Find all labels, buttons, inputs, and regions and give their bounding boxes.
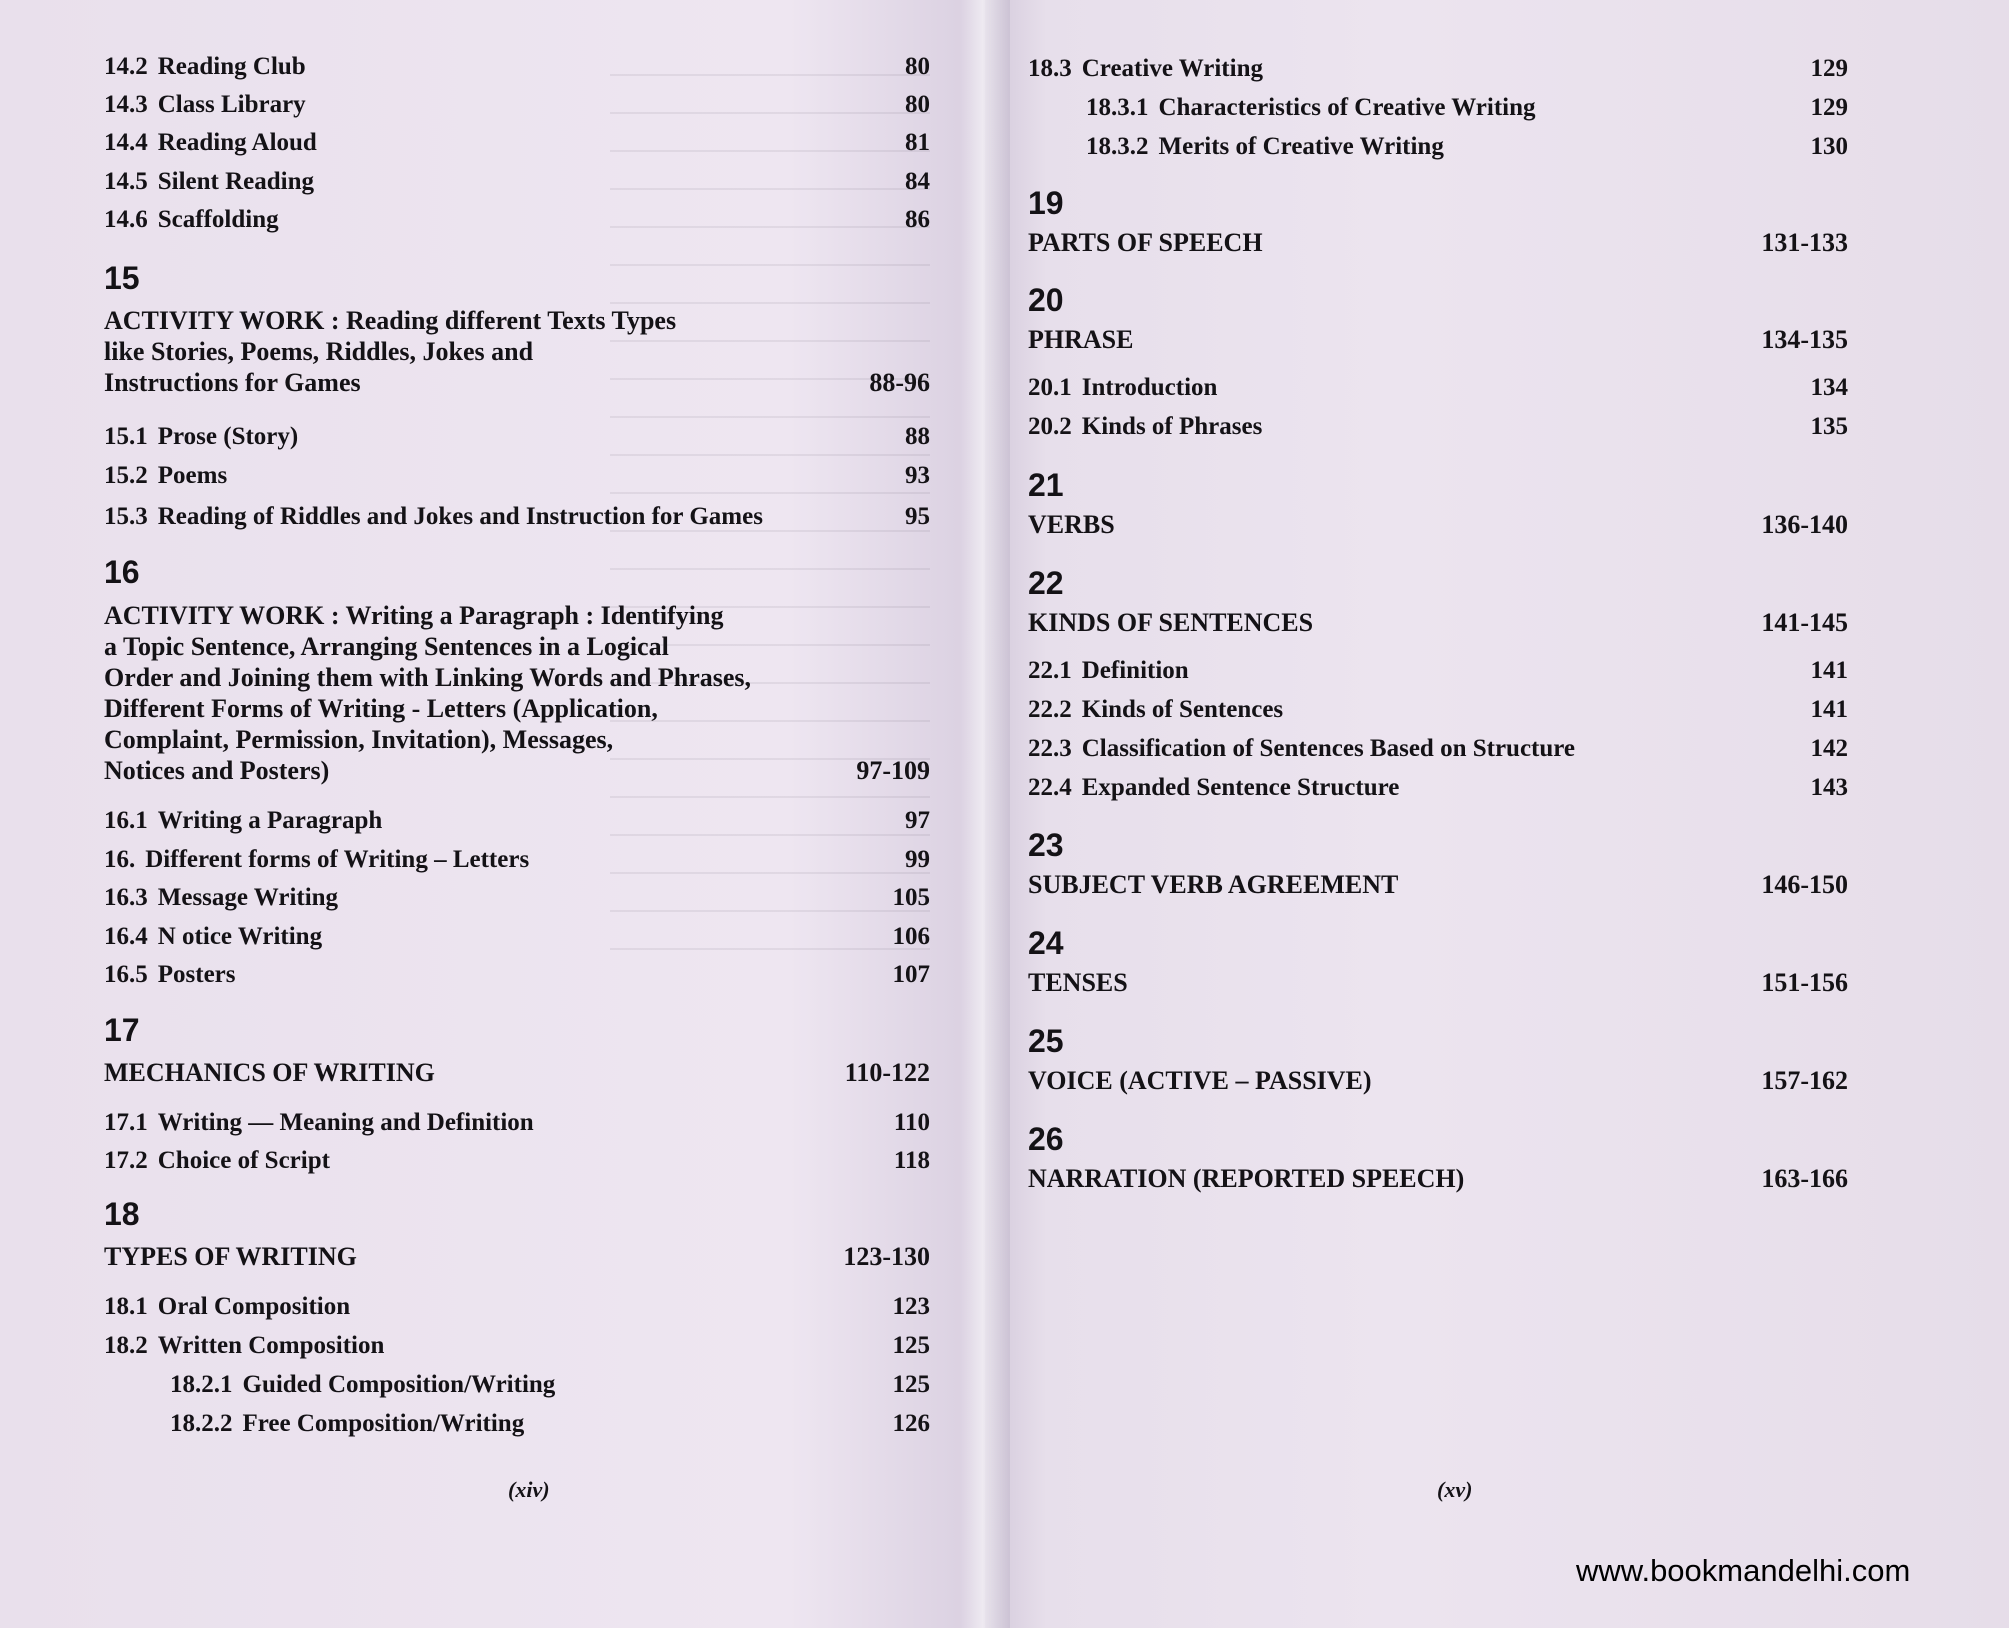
chapter-number: 21 [1028, 467, 1064, 503]
chapter-pages: 146-150 [1761, 870, 1848, 899]
chapter-heading: VOICE (ACTIVE – PASSIVE) 157-162 [1028, 1066, 1848, 1095]
chapter-heading: TYPES OF WRITING 123-130 [104, 1242, 930, 1271]
chapter-pages: 163-166 [1761, 1164, 1848, 1193]
toc-entry: 15.2 Poems 93 [104, 462, 930, 489]
chapter-heading: VERBS 136-140 [1028, 510, 1848, 539]
toc-entry: 16.5 Posters 107 [104, 961, 930, 988]
chapter-heading: KINDS OF SENTENCES 141-145 [1028, 608, 1848, 637]
chapter-number: 26 [1028, 1121, 1064, 1157]
toc-entry: 18.1 Oral Composition 123 [104, 1293, 930, 1320]
chapter-pages: 110-122 [844, 1058, 930, 1087]
chapter-number: 18 [104, 1196, 140, 1232]
toc-entry: 14.5 Silent Reading 84 [104, 168, 930, 195]
toc-entry: 18.2.1 Guided Composition/Writing 125 [170, 1371, 930, 1398]
toc-entry: 18.2 Written Composition 125 [104, 1332, 930, 1359]
toc-entry: 15.3 Reading of Riddles and Jokes and Instruction for Games 95 [104, 503, 930, 530]
toc-entry: 20.1 Introduction 134 [1028, 374, 1848, 401]
chapter-pages: 134-135 [1761, 325, 1848, 354]
toc-entry: 16.4 N otice Writing 106 [104, 923, 930, 950]
toc-entry: 18.2.2 Free Composition/Writing 126 [170, 1410, 930, 1437]
toc-entry: 22.4 Expanded Sentence Structure 143 [1028, 774, 1848, 801]
toc-entry: 16.3 Message Writing 105 [104, 884, 930, 911]
chapter-pages: 136-140 [1761, 510, 1848, 539]
chapter-heading: MECHANICS OF WRITING 110-122 [104, 1058, 930, 1087]
chapter-heading: ACTIVITY WORK : Reading different Texts Types like Stories, Poems, Riddles, Jokes and Instructions for Games 88-96 [104, 306, 930, 397]
chapter-number: 15 [104, 260, 140, 296]
page-folio-left: (xiv) [508, 1477, 550, 1502]
book-gutter [960, 0, 1010, 1628]
chapter-heading: ACTIVITY WORK : Writing a Paragraph : Identifying a Topic Sentence, Arranging Sentences in a Logical Order and Joining them with Linking Words and Phrases, Different Forms of Writing - Letters (Application, Complaint, Permission, Invitation), Messages, Notices and Posters) 97-109 [104, 601, 930, 785]
chapter-pages: 141-145 [1761, 608, 1848, 637]
toc-entry: 14.6 Scaffolding 86 [104, 206, 930, 233]
toc-entry: 14.4 Reading Aloud 81 [104, 129, 930, 156]
chapter-number: 24 [1028, 925, 1064, 961]
toc-entry: 14.3 Class Library 80 [104, 91, 930, 118]
chapter-pages: 88-96 [869, 368, 930, 397]
toc-entry: 16. Different forms of Writing – Letters 99 [104, 846, 930, 873]
chapter-number: 25 [1028, 1023, 1064, 1059]
chapter-pages: 131-133 [1761, 228, 1848, 257]
chapter-number: 22 [1028, 565, 1064, 601]
toc-entry: 17.1 Writing — Meaning and Definition 110 [104, 1109, 930, 1136]
toc-entry: 14.2 Reading Club 80 [104, 53, 930, 80]
toc-entry: 17.2 Choice of Script 118 [104, 1147, 930, 1174]
chapter-pages: 97-109 [856, 756, 930, 785]
chapter-number: 17 [104, 1012, 140, 1048]
chapter-number: 20 [1028, 282, 1064, 318]
toc-entry: 16.1 Writing a Paragraph 97 [104, 807, 930, 834]
chapter-heading: TENSES 151-156 [1028, 968, 1848, 997]
chapter-heading: SUBJECT VERB AGREEMENT 146-150 [1028, 870, 1848, 899]
toc-entry: 20.2 Kinds of Phrases 135 [1028, 413, 1848, 440]
chapter-number: 19 [1028, 185, 1064, 221]
toc-entry: 22.3 Classification of Sentences Based on Structure 142 [1028, 735, 1848, 762]
chapter-pages: 157-162 [1761, 1066, 1848, 1095]
toc-entry: 22.1 Definition 141 [1028, 657, 1848, 684]
site-watermark: www.bookmandelhi.com [1576, 1553, 1911, 1588]
chapter-pages: 123-130 [843, 1242, 930, 1271]
chapter-heading: NARRATION (REPORTED SPEECH) 163-166 [1028, 1164, 1848, 1193]
toc-entry: 18.3.1 Characteristics of Creative Writing 129 [1086, 94, 1848, 121]
chapter-heading: PARTS OF SPEECH 131-133 [1028, 228, 1848, 257]
toc-entry: 22.2 Kinds of Sentences 141 [1028, 696, 1848, 723]
chapter-heading: PHRASE 134-135 [1028, 325, 1848, 354]
toc-entry: 18.3 Creative Writing 129 [1028, 55, 1848, 82]
chapter-number: 23 [1028, 827, 1064, 863]
toc-entry: 18.3.2 Merits of Creative Writing 130 [1086, 133, 1848, 160]
toc-entry: 15.1 Prose (Story) 88 [104, 423, 930, 450]
chapter-pages: 151-156 [1761, 968, 1848, 997]
chapter-number: 16 [104, 554, 140, 590]
page-folio-right: (xv) [1437, 1477, 1473, 1502]
